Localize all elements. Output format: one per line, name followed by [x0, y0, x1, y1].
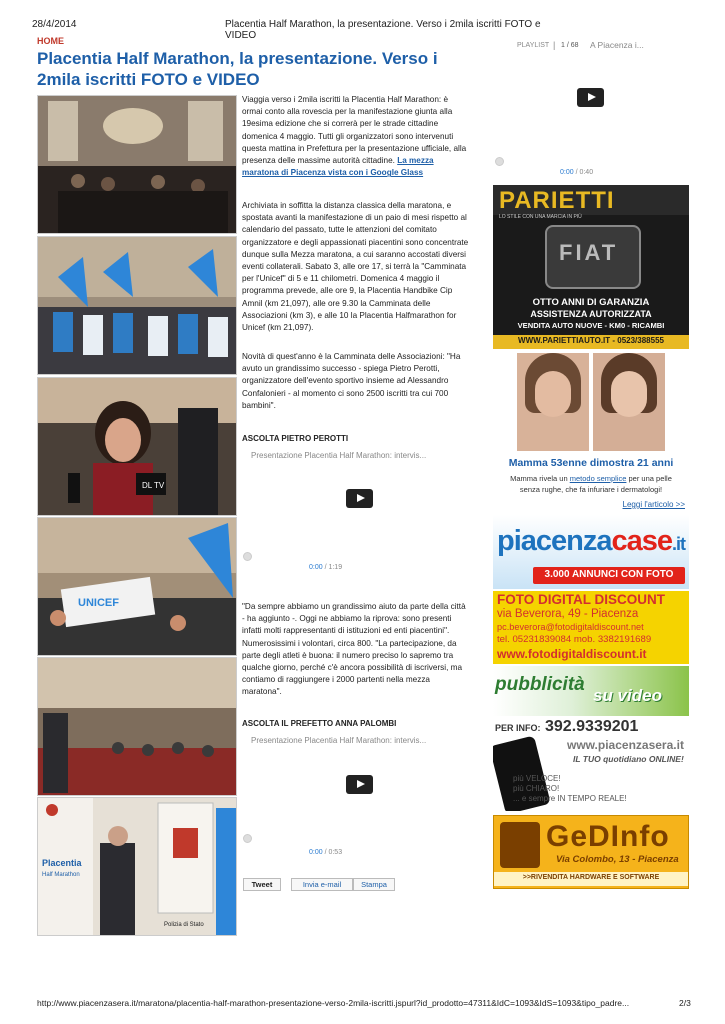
- article-paragraph-3: [242, 351, 480, 412]
- text-span: Mamma rivela un: [510, 474, 570, 483]
- text-line: eventi collaterali. Sabato 3, alle ore 17, si terrà la "Camminata: [242, 262, 467, 272]
- article-title-line-1: Placentia Half Marathon, la presentazione. Verso i: [37, 49, 438, 68]
- ad-parietti-line4: WWW.PARIETTIAUTO.IT - 0523/388555: [518, 336, 664, 345]
- print-date: 28/4/2014: [32, 19, 77, 30]
- ad-parietti-brand: PARIETTI: [499, 187, 615, 214]
- playlist-title[interactable]: A Piacenza i...: [590, 40, 644, 50]
- audio-heading-perotti: ASCOLTA PIETRO PEROTTI: [242, 434, 349, 443]
- text-line: organizzatore e degli appassionati piacentini sono concentrate: [242, 237, 469, 247]
- ad-fotodigital-title: FOTO DIGITAL DISCOUNT: [497, 592, 665, 607]
- article-title: [37, 48, 457, 90]
- article-paragraph-2: [242, 200, 480, 334]
- ad-pubblicita-line1: più VELOCE!: [513, 774, 561, 783]
- time-total: / 0:53: [324, 849, 343, 856]
- ad-parietti-line1: OTTO ANNI DI GARANZIA: [532, 297, 650, 308]
- ad-piacenzacase-logo: [497, 525, 685, 558]
- playlist-label: PLAYLIST: [517, 42, 550, 49]
- playlist-play-button[interactable]: [577, 88, 604, 107]
- text-line: qualche giorno, perché c'è ancora possibilità di iscriversi, ma: [242, 663, 463, 673]
- ad-pubblicita-site: www.piacenzasera.it: [567, 738, 684, 752]
- text-line: avuto un grandissimo successo - spiega Pietro Perotti,: [242, 364, 440, 374]
- ad-gedinfo-addr: Via Colombo, 13 - Piacenza: [556, 854, 679, 865]
- time-total: / 1:19: [324, 564, 343, 571]
- ad-fotodigital-tel: tel. 05231839084 mob. 3382191689: [497, 634, 652, 645]
- play-button-perotti[interactable]: [346, 489, 373, 508]
- text-line: Unicef (km 21,097).: [242, 323, 314, 333]
- text-line: bambini".: [242, 400, 276, 410]
- photo-unicef-banner[interactable]: [37, 517, 237, 656]
- photo-presentation-hall[interactable]: [37, 95, 237, 234]
- text-line: infatti molti rappresentanti di istituzioni ed enti piacentini".: [242, 626, 450, 636]
- text-line: calendario del passato, tutte le attenzioni del comitato: [242, 225, 437, 235]
- gedinfo-logo-icon: [500, 822, 540, 868]
- settings-icon[interactable]: [243, 552, 252, 561]
- text-line: ormai conto alla rovescia per la manifestazione giunta alla: [242, 107, 453, 117]
- email-button[interactable]: Invia e-mail: [291, 878, 353, 891]
- text-line: Amnil (km 21,097), alle ore 9.30 la Camminata delle: [242, 298, 431, 308]
- photo-speaker-poster[interactable]: [37, 797, 237, 936]
- ad-mamma[interactable]: [493, 352, 689, 514]
- text-line: programma prevede, alle ore 9, la Placentia Handbike Cip: [242, 286, 453, 296]
- text-line: per l'Unicef" di 5 e 11 chilometri. Domenica 4 maggio il: [242, 274, 440, 284]
- fiat-logo-text: FIAT: [559, 240, 619, 265]
- settings-icon[interactable]: [243, 834, 252, 843]
- ad-mamma-headline: Mamma 53enne dimostra 21 anni: [508, 457, 674, 469]
- time-total: / 0:40: [575, 169, 594, 176]
- ad-pubblicita-tag: IL TUO quotidiano ONLINE!: [573, 754, 684, 764]
- ad-fotodigital-web: www.fotodigitaldiscount.it: [497, 647, 647, 661]
- photo-conference-audience[interactable]: [37, 657, 237, 796]
- time-position: 0:00: [309, 564, 323, 571]
- playlist-count: 1 / 68: [561, 42, 579, 49]
- text-line: "Da sempre abbiamo un grandissimo aiuto da parte della città: [242, 602, 466, 611]
- text-line: questa mattina in Prefettura per la presentazione ufficiale, alla: [242, 143, 467, 153]
- ad-parietti[interactable]: [493, 185, 689, 349]
- text-line: dunque sulla Mezza maratona, a cui saranno accostati diversi: [242, 249, 466, 259]
- document-title: Placentia Half Marathon, la presentazione. Verso i 2mila iscritti FOTO e VIDEO: [225, 19, 541, 41]
- ad-piacenzacase[interactable]: [493, 515, 689, 589]
- ad-pubblicita-info-label: PER INFO:: [495, 723, 541, 733]
- audio-title-perotti[interactable]: Presentazione Placentia Half Marathon: intervis...: [251, 451, 427, 460]
- photo-caption-dltv: DL TV: [142, 481, 165, 490]
- ad-gedinfo-name: GeDInfo: [546, 820, 670, 853]
- text-line: Novità di quest'anno è la Camminata delle Associazioni: "Ha: [242, 352, 461, 361]
- text-line: - ha aggiunto -. Oggi ne abbiamo la riprova: sono presenti: [242, 614, 452, 624]
- woman-photo-before: [517, 353, 589, 451]
- logo-part: case: [611, 525, 673, 557]
- ad-parietti-line3: VENDITA AUTO NUOVE - KM0 - RICAMBI: [517, 321, 665, 330]
- time-position: 0:00: [309, 849, 323, 856]
- text-span: presenza delle massime autorità cittadine.: [242, 156, 398, 166]
- audio-time-palombi: [309, 849, 342, 856]
- woman-photo-after: [593, 353, 665, 451]
- playlist-time: [560, 169, 593, 176]
- ad-mamma-body2: senza rughe, che fa infuriare i dermatologi!: [519, 485, 663, 494]
- ad-pubblicita-phone: 392.9339201: [545, 718, 639, 735]
- print-button[interactable]: Stampa: [353, 878, 395, 891]
- audio-heading-palombi: ASCOLTA IL PREFETTO ANNA PALOMBI: [242, 719, 397, 728]
- poster-title: Placentia: [42, 858, 82, 868]
- audio-time-perotti: [309, 564, 342, 571]
- text-line: organizzatore dell'evento sportivo insieme ad Alessandro: [242, 376, 449, 386]
- photo-interview-microphones[interactable]: [37, 377, 237, 516]
- article-paragraph-4: [242, 601, 480, 699]
- text-line: Numerosissimi i volontari, circa 800. "La partecipazione, da: [242, 638, 457, 648]
- ad-gedinfo[interactable]: [493, 815, 689, 889]
- ad-fotodigital-email: pc.beverora@fotodigitaldiscount.net: [497, 622, 644, 632]
- audio-title-palombi[interactable]: Presentazione Placentia Half Marathon: intervis...: [251, 736, 427, 745]
- article-paragraph-1: [242, 94, 480, 179]
- time-position: 0:00: [560, 169, 574, 176]
- ad-fotodigital-addr: via Beverora, 49 - Piacenza: [497, 608, 639, 620]
- ad-pubblicita-line2: più CHIARO!: [513, 784, 560, 793]
- text-line: Confalonieri - al momento ci sono 2500 iscritti tra cui 700: [242, 388, 449, 398]
- breadcrumb-home[interactable]: HOME: [37, 36, 64, 46]
- ad-mamma-body1: [493, 474, 689, 483]
- logo-part: .it: [672, 534, 686, 554]
- ad-pubblicita-video[interactable]: [493, 666, 689, 811]
- text-line: Viaggia verso i 2mila iscritti la Placentia Half Marathon: è: [242, 95, 448, 104]
- ad-pubblicita-word2: su video: [593, 686, 662, 705]
- photo-children-flags[interactable]: [37, 236, 237, 375]
- google-glass-link-cont[interactable]: maratona di Piacenza vista con i Google Glass: [242, 168, 424, 178]
- text-line: spostata avanti la manifestazione di un paio di mesi rispetto al: [242, 213, 467, 223]
- ad-fotodigital[interactable]: [493, 591, 689, 664]
- poster-subtitle: Half Marathon: [42, 872, 80, 878]
- ad-pubblicita-line3: ... e sempre IN TEMPO REALE!: [513, 794, 627, 803]
- text-line: contiamo di raggiungere i 2000 partenti nella mezza: [242, 675, 430, 685]
- polizia-caption: Polizia di Stato: [164, 922, 204, 928]
- ad-piacenzacase-banner: 3.000 ANNUNCI CON FOTO: [544, 569, 674, 580]
- text-line: domenica 4 maggio. Tutti gli organizzatori sono intervenuti: [242, 131, 454, 141]
- ad-parietti-slogan: LO STILE CON UNA MARCIA IN PIÙ: [499, 214, 582, 220]
- play-button-palombi[interactable]: [346, 775, 373, 794]
- ad-mamma-cta[interactable]: Leggi l'articolo >>: [622, 500, 685, 509]
- text-line: Archiviata in soffitta la distanza classica della maratona, e: [242, 201, 452, 210]
- text-line: [242, 167, 480, 179]
- playlist-separator: |: [553, 40, 556, 50]
- text-span: per una pelle: [626, 474, 672, 483]
- ad-gedinfo-tag: >>RIVENDITA HARDWARE E SOFTWARE: [522, 874, 660, 881]
- text-line: maratona".: [242, 687, 282, 697]
- google-glass-link[interactable]: La mezza: [397, 156, 434, 166]
- logo-part: piacenza: [497, 525, 612, 557]
- text-line: [242, 155, 480, 167]
- page-number: 2/3: [679, 998, 691, 1008]
- ad-parietti-line2: ASSISTENZA AUTORIZZATA: [530, 309, 652, 319]
- text-line: parte degli atleti è buona: il numero preciso lo sapremo tra: [242, 650, 454, 660]
- ad-mamma-link[interactable]: metodo semplice: [569, 474, 627, 483]
- tweet-button[interactable]: Tweet: [243, 878, 281, 891]
- text-line: Associazioni (km 3), e alle 10 la Placentia Halfmarathon for: [242, 310, 457, 320]
- ad-pubblicita-word1: pubblicità: [495, 674, 585, 695]
- text-line: 19esima edizione che si correrà per le strade cittadine: [242, 119, 439, 129]
- footer-url: http://www.piacenzasera.it/maratona/placentia-half-marathon-presentazione-verso-2mila-iscritti.jspurl?id_prodotto=47311&IdC=1093&IdS=1093&tipo_padre...: [37, 998, 630, 1008]
- settings-icon[interactable]: [495, 157, 504, 166]
- article-title-line-2: 2mila iscritti FOTO e VIDEO: [37, 70, 260, 89]
- photo-caption-unicef: UNICEF: [78, 597, 119, 609]
